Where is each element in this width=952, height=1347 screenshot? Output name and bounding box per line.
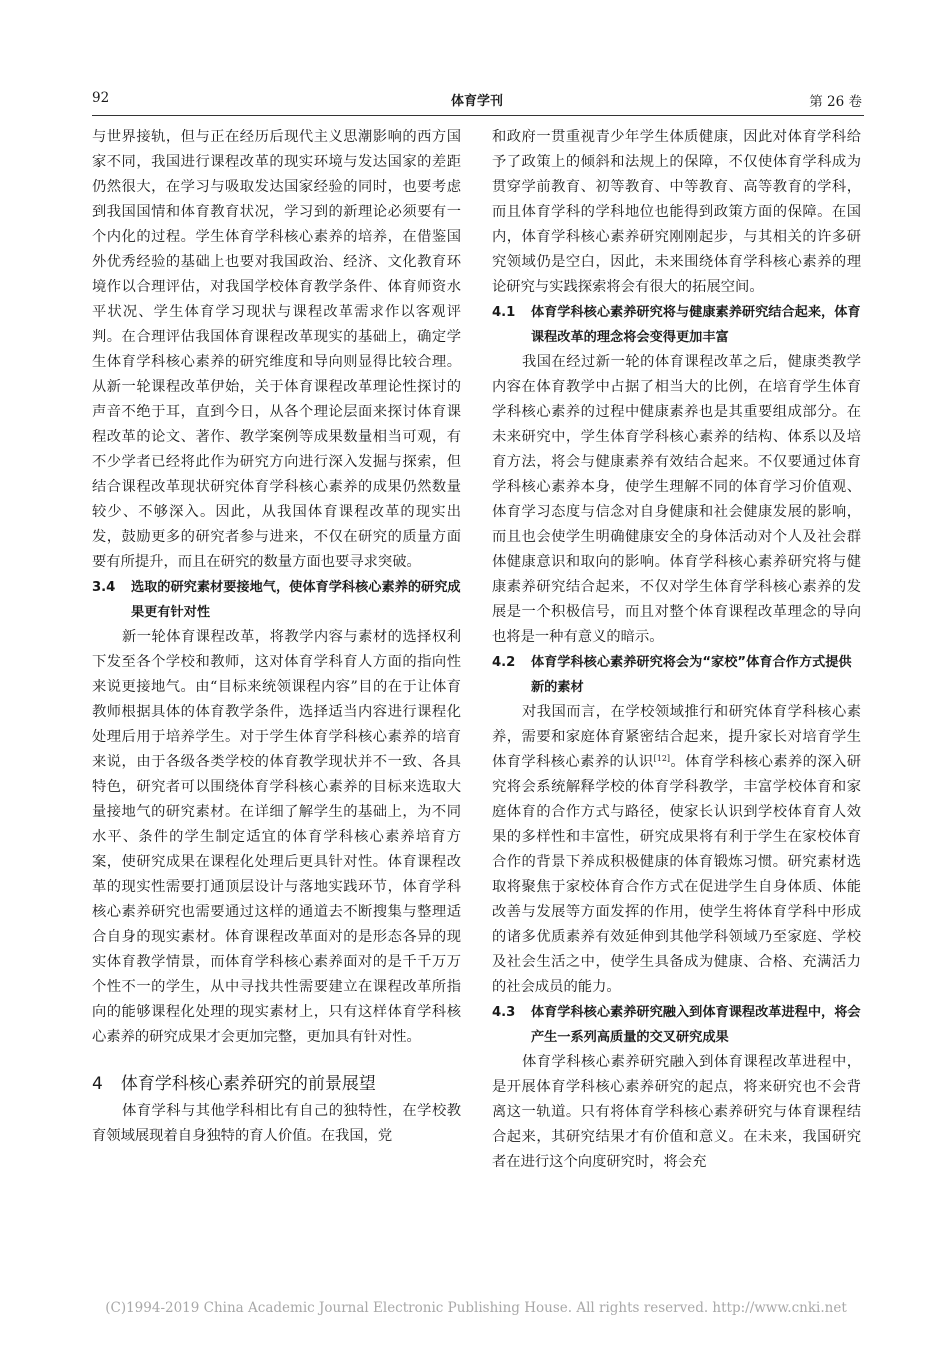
heading-text: 体育学科核心素养研究融入到体育课程改革进程中，将会产生一系列高质量的交叉研究成果: [530, 1005, 861, 1045]
journal-title: 体育学刊: [450, 94, 503, 109]
paragraph: 体育学科与其他学科相比有自己的独特性，在学校教育领域展现着自身独特的育人价值。在我国，党: [92, 1103, 461, 1144]
heading-text: 选取的研究素材要接地气，使体育学科核心素养的研究成果更有针对性: [130, 580, 461, 620]
heading-text: 体育学科核心素养研究将与健康素养研究结合起来，体育课程改革的理念将会变得更加丰富: [530, 305, 861, 345]
heading-number: 3.4: [92, 580, 116, 595]
section-heading-4-2: [492, 650, 861, 700]
running-header: [92, 90, 862, 112]
paragraph-text: 对我国而言，在学校领域推行和研究体育学科核心素养，需要和家庭体育紧密结合起来，提升家长对培育学生体育学科核心素养的认识: [492, 704, 861, 770]
page-number: 92: [92, 90, 110, 106]
paragraph: 新一轮体育课程改革，将教学内容与素材的选择权利下发至各个学校和教师，这对体育学科育人方面的指向性来说更接地气。由“目标来统领课程内容”目的在于让体育教师根据具体的体育教学条件，选择适当内容进行课程化处理后用于培养学生。对于学生体育学科核心素养的培育来说，由于各级各类学校的体育教学现状并不一致、各具特色，研究者可以围绕体育学科核心素养的目标来选取大量接地气的研究素材。在详细了解学生的基础上，为不同水平、条件的学生制定适宜的体育学科核心素养培育方案，使研究成果在课程化处理后更具针对性。体育课程改革的现实性需要打通顶层设计与落地实践环节，体育学科核心素养研究也需要通过这样的通道去不断搜集与整理适合自身的现实素材。体育课程改革面对的是形态各异的现实体育教学情景，而体育学科核心素养面对的是千千万万个性不一的学生，从中寻找共性需要建立在课程改革所指向的能够课程化处理的现实素材上，只有这样体育学科核心素养的研究成果才会更加完整，更加具有针对性。: [92, 629, 461, 1045]
section-heading-4-3: [492, 1000, 861, 1050]
paragraph: 体育学科核心素养研究融入到体育课程改革进程中，是开展体育学科核心素养研究的起点，将来研究也不会背离这一轨道。只有将体育学科核心素养研究与体育课程结合起来，其研究结果才有价值和意义。在未来，我国研究者在进行这个向度研究时，将会充: [492, 1054, 861, 1170]
paragraph: [492, 700, 861, 1000]
citation-ref: [12]: [653, 754, 671, 763]
heading-text: 体育学科核心素养研究将会为“家校”体育合作方式提供新的素材: [530, 655, 852, 695]
paragraph-text: 。体育学科核心素养的深入研究将会系统解释学校的体育学科教学，丰富学校体育和家庭体育的合作方式与路径，使家长认识到学校体育育人效果的多样性和丰富性，研究成果将有利于学生在家校体育合作的背景下养成积极健康的体育锻炼习惯。研究素材选取将聚焦于家校体育合作方式在促进学生自身体质、体能改善与发展等方面发挥的作用，使学生将体育学科中形成的诸多优质素养有效延伸到其他学科领域乃至家庭、学校及社会生活之中，使学生具备成为健康、合格、充满活力的社会成员的能力。: [492, 754, 862, 995]
header-rule: [92, 115, 864, 116]
left-column: [92, 125, 461, 1149]
paragraph: 与世界接轨，但与正在经历后现代主义思潮影响的西方国家不同，我国进行课程改革的现实环境与发达国家的差距仍然很大，在学习与吸取发达国家经验的同时，也要考虑到我国国情和体育教育状况，学习到的新理论必须要有一个内化的过程。学生体育学科核心素养的培养，在借鉴国外优秀经验的基础上也要对我国政治、经济、文化教育环境作以合理评估，对我国学校体育教学条件、体育师资水平状况、学生体育学习现状与课程改革需求作以客观评判。在合理评估我国体育课程改革现实的基础上，确定学生体育学科核心素养的研究维度和导向则显得比较合理。从新一轮课程改革伊始，关于体育课程改革理论性探讨的声音不绝于耳，直到今日，从各个理论层面来探讨体育课程改革的论文、著作、教学案例等成果数量相当可观，有不少学者已经将此作为研究方向进行深入发掘与探索，但结合课程改革现状研究体育学科核心素养的成果仍然数量较少、不够深入。因此，从我国体育课程改革的现实出发，鼓励更多的研究者参与进来，不仅在研究的质量方面要有所提升，而且在研究的数量方面也要寻求突破。: [92, 129, 461, 570]
section-heading-4: [92, 1072, 461, 1097]
section-heading-3-4: [92, 575, 461, 625]
heading-text: 体育学科核心素养研究的前景展望: [120, 1074, 376, 1094]
heading-number: 4.1: [492, 305, 516, 320]
heading-number: 4.3: [492, 1005, 516, 1020]
heading-number: 4: [92, 1074, 103, 1094]
section-heading-4-1: [492, 300, 861, 350]
heading-number: 4.2: [492, 655, 516, 670]
paragraph: 和政府一贯重视青少年学生体质健康，因此对体育学科给予了政策上的倾斜和法规上的保障，不仅使体育学科成为贯穿学前教育、初等教育、中等教育、高等教育的学科，而且体育学科的学科地位也能得到政策方面的保障。在国内，体育学科核心素养研究刚刚起步，与其相关的许多研究领域仍是空白，因此，未来围绕体育学科核心素养的理论研究与实践探索将会有很大的拓展空间。: [492, 129, 861, 295]
right-column: [492, 125, 861, 1175]
copyright-footer: (C)1994-2019 China Academic Journal Electronic Publishing House. All rights reserved. http://www.cnki.net: [105, 1300, 847, 1316]
volume-label: 第 26 卷: [809, 94, 862, 110]
paragraph: 我国在经过新一轮的体育课程改革之后，健康类教学内容在体育教学中占据了相当大的比例，在培育学生体育学科核心素养的过程中健康素养也是其重要组成部分。在未来研究中，学生体育学科核心素养的结构、体系以及培育方法，将会与健康素养有效结合起来。不仅要通过体育学科核心素养本身，使学生理解不同的体育学习价值观、体育学习态度与信念对自身健康和社会健康发展的影响，而且也会使学生明确健康安全的身体活动对个人及社会群体健康意识和取向的影响。体育学科核心素养研究将与健康素养研究结合起来，不仅对学生体育学科核心素养的发展是一个积极信号，而且对整个体育课程改革理念的导向也将是一种有意义的暗示。: [492, 354, 861, 645]
